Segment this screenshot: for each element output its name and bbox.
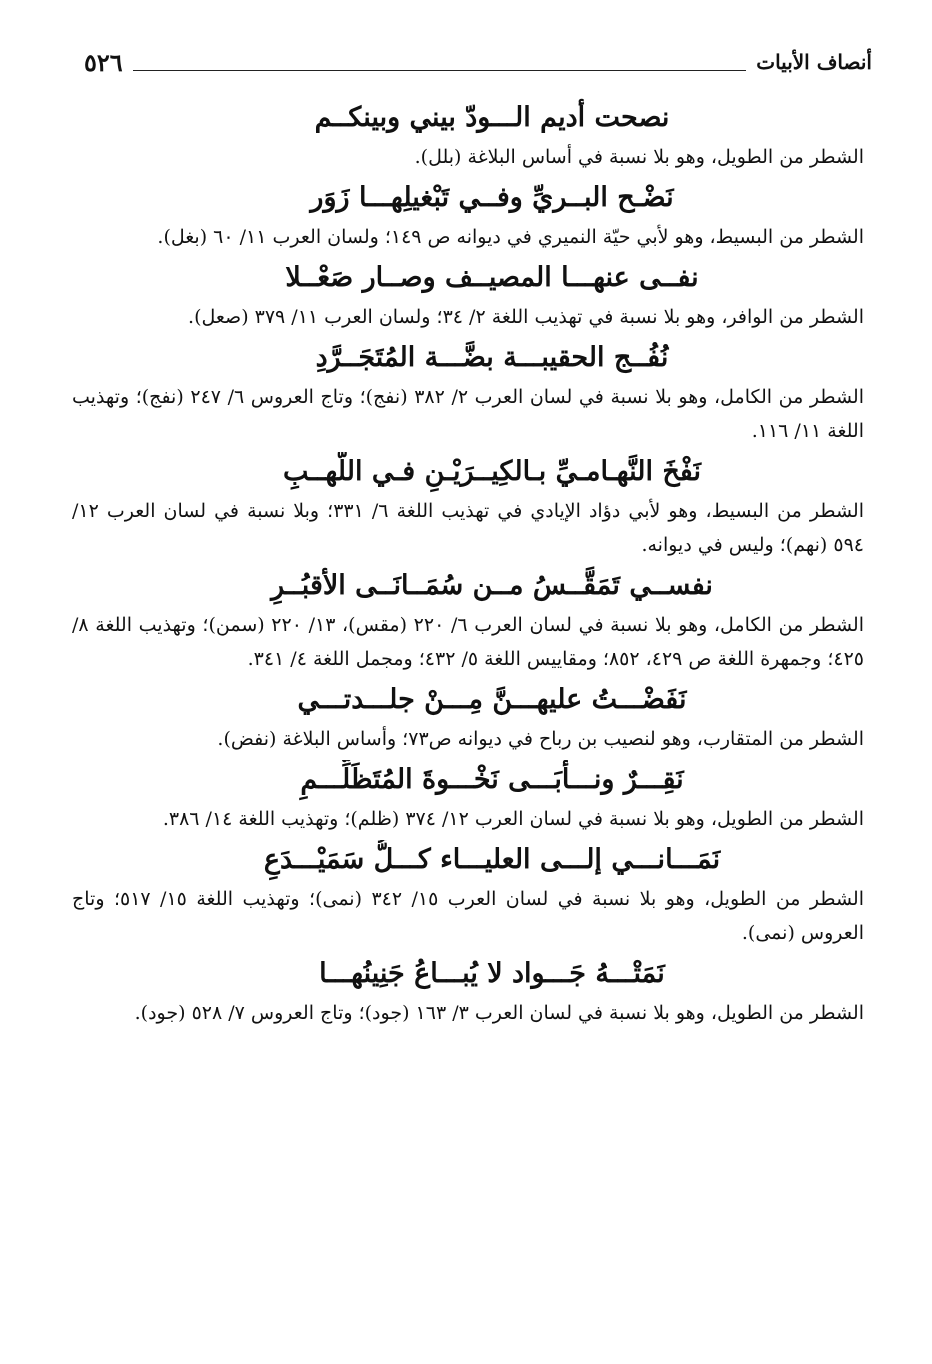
verse-entry: [72, 98, 872, 174]
verse-list: [72, 98, 872, 1030]
verse-line: نَفْخَ النَّهـامـيِّ بـالكِيــرَيْـنِ فـي اللَّهــبِ: [283, 456, 701, 487]
verse-line: نَقِـــرٌ ونـــأُبَـــى نَخْـــوةَ المُتَظَلِّـــمِ: [300, 764, 684, 795]
verse-entry: [72, 258, 872, 334]
verse-entry: [72, 178, 872, 254]
verse-line: نَمَـــانـــي إلـــى العليـــاء كـــلُّ سَمَيْـــدَعِ: [263, 844, 721, 875]
verse-note: الشطر من الكامل، وهو بلا نسبة في لسان العرب ٢/ ٣٨٢ (نفج)؛ وتاج العروس ٦/ ٢٤٧ (نفج)؛ وتهذيب اللغة ١١/ ١١٦.: [72, 386, 864, 442]
running-title: أنصاف الأبيات: [756, 50, 872, 74]
verse-note: الشطر من الطويل، وهو بلا نسبة في أساس البلاغة (بلل).: [414, 146, 864, 168]
verse-entry: [72, 760, 872, 836]
verse-note: الشطر من البسيط، وهو لأبي دؤاد الإيادي في تهذيب اللغة ٦/ ٣٣١؛ وبلا نسبة في لسان العرب ١٢/ ٥٩٤ (نهم)؛ وليس في ديوانه.: [72, 500, 864, 556]
verse-entry: [72, 338, 872, 448]
verse-entry: [72, 680, 872, 756]
verse-line: نَمَتْـــهُ جَـــواد لا يُبـــاعُ جَنِينُهـــا: [319, 958, 665, 989]
verse-line: نفســي تَمَقَّــسُ مــن سُمَــانَــى الأقبُــرِ: [271, 570, 713, 601]
verse-line: نفــى عنهـــا المصيــف وصــار صَعْــلا: [285, 262, 699, 293]
verse-note: الشطر من الطويل، وهو بلا نسبة في لسان العرب ١٢/ ٣٧٤ (ظلم)؛ وتهذيب اللغة ١٤/ ٣٨٦.: [162, 808, 864, 830]
verse-note: الشطر من المتقارب، وهو لنصيب بن رباح في ديوانه ص٧٣؛ وأساس البلاغة (نفض).: [217, 728, 864, 750]
header-rule: [133, 70, 747, 71]
verse-note: الشطر من البسيط، وهو لأبي حيّة النميري في ديوانه ص ١٤٩؛ ولسان العرب ١١/ ٦٠ (بغل).: [157, 226, 864, 248]
book-page: [72, 40, 872, 1340]
verse-entry: [72, 840, 872, 950]
verse-entry: [72, 452, 872, 562]
verse-line: نَضْـح البــريِّ وفــي تَبْغيلِهـــا زَوَر: [310, 182, 674, 213]
verse-note: الشطر من الوافر، وهو بلا نسبة في تهذيب اللغة ٢/ ٣٤؛ ولسان العرب ١١/ ٣٧٩ (صعل).: [188, 306, 864, 328]
verse-entry: [72, 954, 872, 1030]
verse-note: الشطر من الكامل، وهو بلا نسبة في لسان العرب ٦/ ٢٢٠ (مقس)، ١٣/ ٢٢٠ (سمن)؛ وتهذيب اللغة ٨/ ٤٢٥؛ وجمهرة اللغة ص ٤٢٩، ٨٥٢؛ ومقاييس اللغة ٥/ ٤٣٢؛ ومجمل اللغة ٤/ ٣٤١.: [72, 614, 864, 670]
verse-line: نصحت أديم الـــودّ بيني وبينكــم: [314, 102, 670, 133]
page-header: [72, 40, 872, 84]
verse-line: نُفُــج الحقيبـــة بضَّـــة المُتَجَــرَّدِ: [315, 342, 669, 373]
page-number: ٥٢٦: [84, 47, 123, 77]
verse-note: الشطر من الطويل، وهو بلا نسبة في لسان العرب ٣/ ١٦٣ (جود)؛ وتاج العروس ٧/ ٥٢٨ (جود).: [134, 1002, 864, 1024]
verse-note: الشطر من الطويل، وهو بلا نسبة في لسان العرب ١٥/ ٣٤٢ (نمى)؛ وتهذيب اللغة ١٥/ ٥١٧؛ وتاج العروس (نمى).: [72, 888, 864, 944]
verse-line: نَفَضْـــتُ عليهـــنَّ مِـــنْ جلـــدتـــي: [297, 684, 687, 715]
verse-entry: [72, 566, 872, 676]
